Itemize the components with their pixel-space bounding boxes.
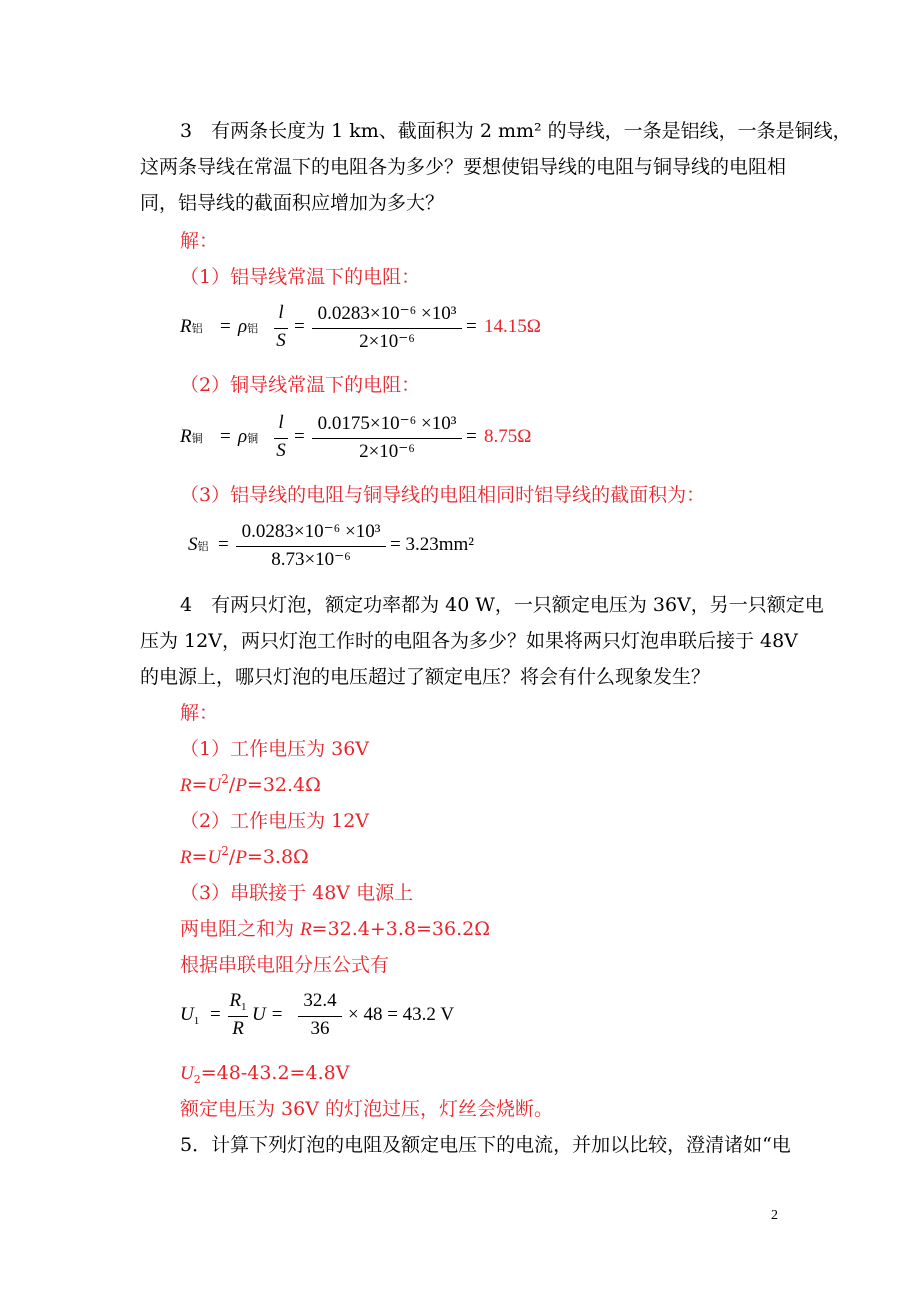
u1-tail: × 48 = 43.2 V: [348, 1004, 455, 1025]
eq1-numerator-l: l: [278, 302, 284, 323]
u1-subscript: 1: [193, 1015, 200, 1027]
u1-symbol: U: [180, 1004, 194, 1025]
q3-line-2: 这两条导线在常温下的电阻各为多少？要想使铝导线的电阻与铜导线的电阻相: [140, 156, 787, 178]
eq2-fraction-l-over-s: [274, 410, 288, 470]
eq2-result: 8.75Ω: [484, 426, 532, 447]
q3-equation-cross-section: S铝 = 0.0283×10⁻⁶ ×10³ 8.73×10⁻⁶ = 3.23mm²: [188, 518, 588, 578]
q3-line-1: 3 有两条长度为 1 km、截面积为 2 mm² 的导线，一条是铝线，一条是铜线，: [180, 120, 852, 142]
eq1-denominator: 2×10⁻⁶: [359, 331, 415, 352]
q3-step-1: （1）铝导线常温下的电阻：: [180, 266, 421, 288]
eq2-denominator-s: S: [276, 440, 286, 461]
q4-divider-text: 根据串联电阻分压公式有: [180, 954, 390, 976]
eq2-numerator: 0.0175×10⁻⁶ ×10³: [317, 413, 457, 434]
eq3-result: = 3.23mm²: [390, 534, 474, 555]
eq3-denominator: 8.73×10⁻⁶: [271, 549, 351, 570]
eq2-numerator-l: l: [278, 412, 284, 433]
q4-sum-value: =32.4+3.8=36.2Ω: [311, 918, 490, 940]
eq3-numerator: 0.0283×10⁻⁶ ×10³: [241, 521, 381, 542]
q4-conclusion: 额定电压为 36V 的灯泡过压，灯丝会烧断。: [180, 1098, 553, 1120]
q4-u2-value: =48-43.2=4.8V: [200, 1062, 350, 1084]
q3-line-3: 同，铝导线的截面积应增加为多大？: [140, 192, 445, 214]
u1-frac-numerator: R: [229, 990, 242, 1011]
eq2-rho-subscript: 铜: [247, 432, 259, 445]
u1-frac-denominator: R: [232, 1018, 244, 1039]
eq1-fraction-values: [312, 300, 462, 360]
q4-r1-value: =32.4Ω: [246, 774, 321, 796]
q4-u2-line: $U_2=48-43.2=4.8V$: [180, 1062, 350, 1086]
u1-frac-numerator-sub: 1: [241, 1001, 247, 1013]
eq1-rho-subscript: 铝: [247, 322, 259, 335]
q3-equation-copper-resistance: R铜 = ρ铜 l S = 0.0175×10⁻⁶ ×10³ 2×10⁻⁶ = 8.75Ω: [180, 410, 580, 470]
eq2-symbol-r: R: [180, 426, 192, 447]
eq1-result: 14.15Ω: [484, 316, 541, 337]
u1-denominator: 36: [310, 1018, 330, 1039]
eq2-subscript: 铜: [191, 432, 203, 445]
q3-step-3: （3）铝导线的电阻与铜导线的电阻相同时铝导线的截面积为：: [180, 484, 706, 506]
q4-line-1: 4 有两只灯泡，额定功率都为 40 W，一只额定电压为 36V，另一只额定电: [180, 594, 824, 616]
u1-numerator: 32.4: [303, 990, 337, 1011]
eq1-symbol-rho: ρ: [238, 316, 248, 337]
eq3-subscript: 铝: [197, 540, 209, 553]
u1-fraction-values: [298, 988, 342, 1048]
q3-equation-aluminium-resistance: R铝 = ρ铝 l S = 0.0283×10⁻⁶ ×10³ 2×10⁻⁶ = 14.15Ω: [180, 300, 580, 360]
eq1-fraction-l-over-s: [274, 300, 288, 360]
eq1-subscript: 铝: [191, 322, 203, 335]
q4-step-1: （1）工作电压为 36V: [180, 738, 370, 760]
q4-sum-line: 两电阻之和为 R=32.4+3.8=36.2Ω: [180, 918, 490, 940]
eq1-symbol-r: R: [180, 316, 192, 337]
q4-r2-formula: $R=U^2/P=3.8\Omega$: [180, 844, 309, 868]
q3-solution-label: 解：: [180, 230, 219, 252]
eq3-fraction-values: [236, 518, 386, 578]
q3-step-2: （2）铜导线常温下的电阻：: [180, 374, 421, 396]
q4-step-2: （2）工作电压为 12V: [180, 810, 370, 832]
q4-r2-value: =3.8Ω: [246, 846, 309, 868]
eq2-denominator: 2×10⁻⁶: [359, 441, 415, 462]
u1-mid: U =: [252, 1004, 284, 1025]
eq1-denominator-s: S: [276, 330, 286, 351]
eq2-symbol-rho: ρ: [238, 426, 248, 447]
q4-line-2: 压为 12V，两只灯泡工作时的电阻各为多少？如果将两只灯泡串联后接于 48V: [140, 630, 798, 652]
page-number: 2: [771, 1208, 778, 1223]
q4-solution-label: 解：: [180, 702, 219, 724]
u1-fraction-r1-over-r: [228, 988, 248, 1048]
eq2-fraction-values: [312, 410, 462, 470]
q4-sum-text: 两电阻之和为: [180, 918, 301, 940]
q4-equation-u1: $U_1$ = $R_1$ R U = 32.4 36 × 48 = 43.2 V: [180, 988, 580, 1048]
q4-step-3: （3）串联接于 48V 电源上: [180, 882, 414, 904]
q4-r1-formula: $R=U^2/P=32.4\Omega$: [180, 772, 321, 796]
eq1-numerator: 0.0283×10⁻⁶ ×10³: [317, 303, 457, 324]
eq3-symbol-s: S: [188, 534, 198, 555]
q5-line-1: 5．计算下列灯泡的电阻及额定电压下的电流，并加以比较，澄清诸如“电: [180, 1134, 791, 1156]
q4-line-3: 的电源上，哪只灯泡的电压超过了额定电压？将会有什么现象发生？: [140, 666, 711, 688]
